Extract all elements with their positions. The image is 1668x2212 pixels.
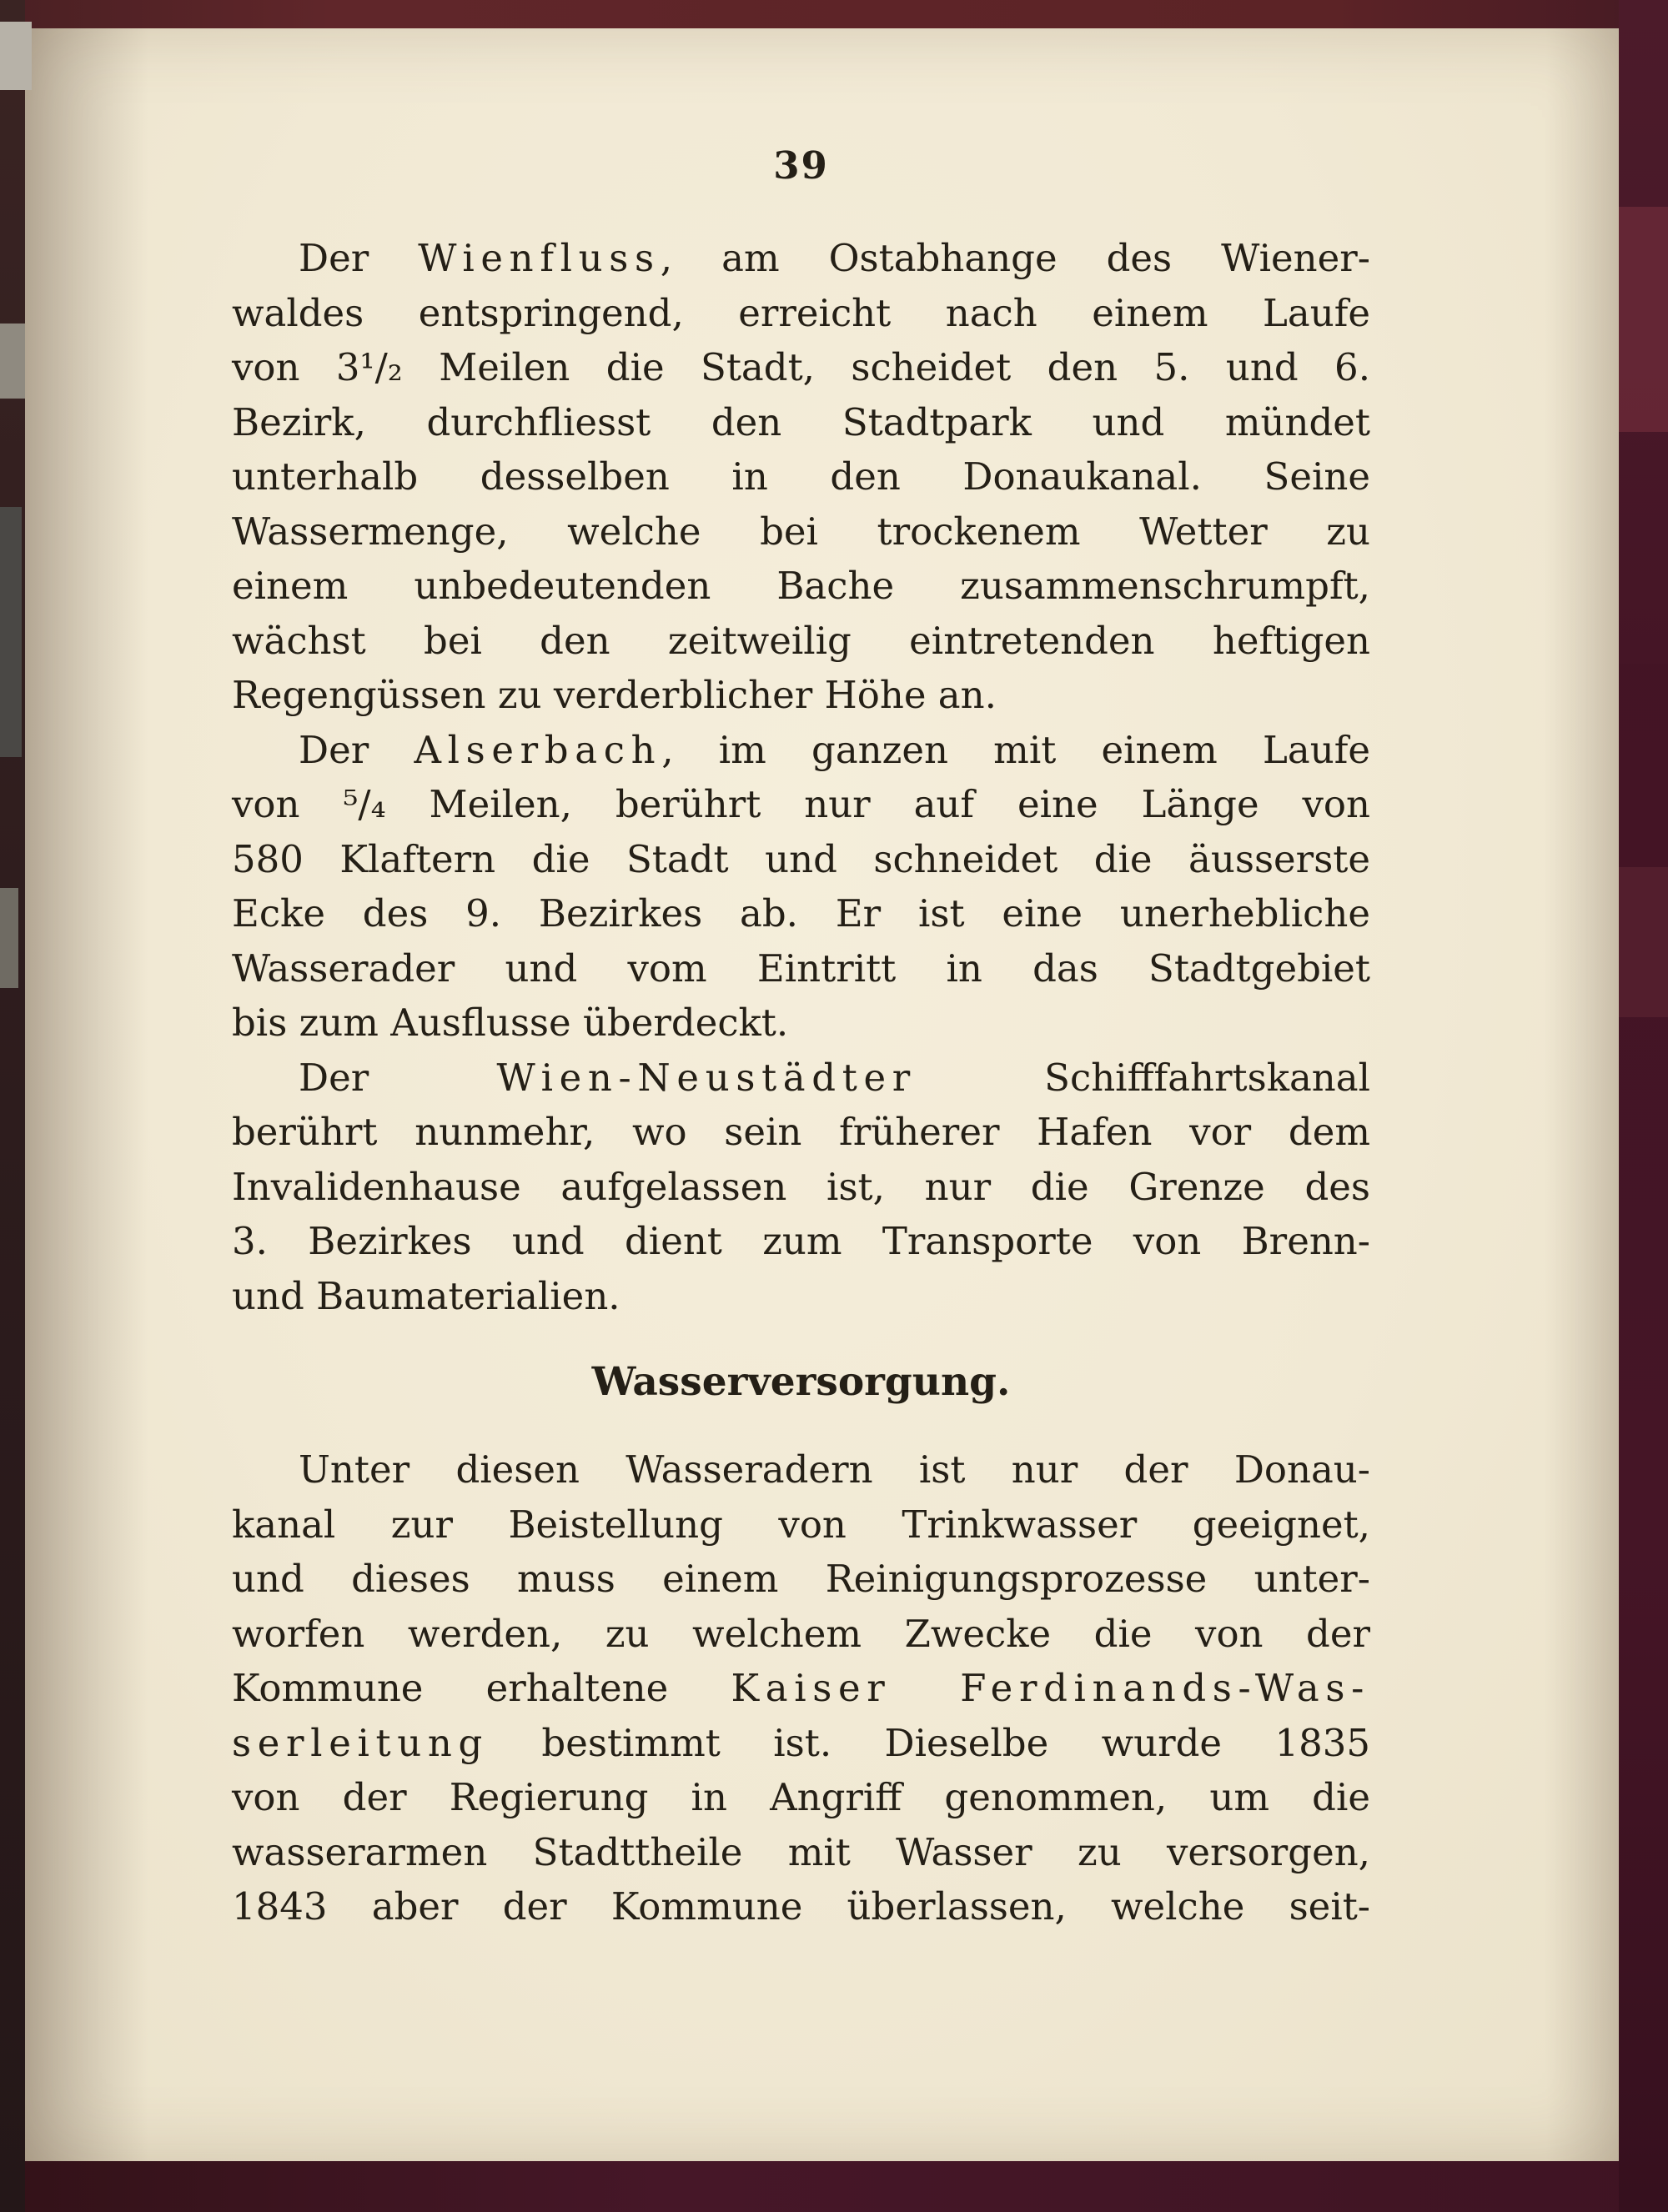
body-text: Wassermenge, welche bei trockenem Wetter zu bbox=[232, 509, 1370, 554]
binding-tape-patch bbox=[0, 507, 22, 757]
body-text: , im ganzen mit einem Laufe bbox=[661, 727, 1370, 772]
page-content bbox=[232, 231, 1370, 1934]
body-text: kanal zur Beistellung von Trinkwasser geeignet, bbox=[232, 1502, 1370, 1547]
text-line bbox=[232, 1879, 1370, 1934]
text-line bbox=[232, 340, 1370, 395]
text-line bbox=[232, 1214, 1370, 1269]
body-text: von ⁵/₄ Meilen, berührt nur auf eine Länge von bbox=[232, 782, 1370, 826]
paragraph bbox=[232, 723, 1370, 1051]
body-text: und Baumaterialien. bbox=[232, 1273, 620, 1318]
body-text: Kommune erhaltene bbox=[232, 1666, 731, 1710]
text-line bbox=[232, 1607, 1370, 1662]
text-line bbox=[232, 996, 1370, 1051]
text-line bbox=[232, 1105, 1370, 1160]
binding-tape-patch bbox=[0, 22, 32, 90]
text-line bbox=[232, 1552, 1370, 1607]
text-line bbox=[232, 504, 1370, 559]
text-line bbox=[232, 1269, 1370, 1324]
emphasized-text: serleitung bbox=[232, 1720, 490, 1765]
text-line bbox=[232, 1497, 1370, 1552]
body-text: 1843 aber der Kommune überlassen, welche seit- bbox=[232, 1884, 1370, 1929]
text-line bbox=[232, 1160, 1370, 1215]
body-text: unterhalb desselben in den Donaukanal. Seine bbox=[232, 454, 1370, 499]
body-text: Bezirk, durchfliesst den Stadtpark und mündet bbox=[232, 399, 1370, 444]
binding-tape-patch bbox=[0, 324, 25, 399]
body-text: worfen werden, zu welchem Zwecke die von der bbox=[232, 1611, 1370, 1656]
body-text: 580 Klaftern die Stadt und schneidet die äusserste bbox=[232, 836, 1370, 881]
text-line bbox=[232, 1661, 1370, 1716]
body-text: von der Regierung in Angriff genommen, um die bbox=[232, 1775, 1370, 1819]
body-text: berührt nunmehr, wo sein früherer Hafen vor dem bbox=[232, 1110, 1370, 1154]
section-heading: Wasserversorgung. bbox=[591, 1359, 1011, 1405]
binding-tape-patch bbox=[0, 888, 18, 988]
emphasized-text: Alserbach bbox=[414, 727, 662, 772]
text-line bbox=[232, 395, 1370, 450]
body-text: Schifffahrtskanal bbox=[916, 1055, 1370, 1100]
body-text: Invalidenhause aufgelassen ist, nur die Grenze des bbox=[232, 1164, 1370, 1209]
binding-edge-highlight bbox=[1619, 867, 1668, 1017]
body-text: bis zum Ausflusse überdeckt. bbox=[232, 1001, 789, 1045]
body-text: Der bbox=[299, 727, 414, 772]
emphasized-text: Wienfluss bbox=[418, 236, 661, 280]
text-line bbox=[232, 231, 1370, 286]
text-line bbox=[232, 777, 1370, 832]
page-number: 39 bbox=[773, 143, 829, 188]
body-text: von 3¹/₂ Meilen die Stadt, scheidet den 5. und 6. bbox=[232, 345, 1370, 389]
binding-edge-highlight bbox=[1619, 207, 1668, 432]
body-text: , am Ostabhange des Wiener- bbox=[660, 236, 1370, 280]
binding-edge-top bbox=[0, 0, 1668, 28]
body-text: Ecke des 9. Bezirkes ab. Er ist eine unerhebliche bbox=[232, 891, 1370, 935]
page-text bbox=[232, 143, 1370, 1934]
binding-edge-bottom bbox=[0, 2161, 1668, 2212]
text-line bbox=[232, 614, 1370, 669]
text-line bbox=[232, 941, 1370, 996]
body-text: einem unbedeutenden Bache zusammenschrumpft, bbox=[232, 564, 1370, 608]
paragraph bbox=[232, 1051, 1370, 1324]
body-text: und dieses muss einem Reinigungsprozesse unter- bbox=[232, 1557, 1370, 1601]
text-line bbox=[232, 668, 1370, 723]
text-line bbox=[232, 1442, 1370, 1497]
text-line bbox=[232, 723, 1370, 778]
text-line bbox=[232, 1716, 1370, 1771]
text-line bbox=[232, 559, 1370, 614]
text-line bbox=[232, 1825, 1370, 1880]
text-line bbox=[232, 286, 1370, 341]
body-text: Regengüssen zu verderblicher Höhe an. bbox=[232, 673, 997, 717]
body-text: wächst bei den zeitweilig eintretenden heftigen bbox=[232, 618, 1370, 663]
text-line bbox=[232, 886, 1370, 941]
body-text: 3. Bezirkes und dient zum Transporte von Brenn- bbox=[232, 1219, 1370, 1263]
text-line bbox=[232, 449, 1370, 504]
body-text: Der bbox=[299, 236, 419, 280]
body-text: Der bbox=[299, 1055, 497, 1100]
body-text: Wasserader und vom Eintritt in das Stadtgebiet bbox=[232, 945, 1370, 991]
emphasized-text: Wien-Neustädter bbox=[496, 1055, 917, 1100]
emphasized-text: Kaiser Ferdinands-Was- bbox=[731, 1666, 1371, 1710]
text-line bbox=[232, 1770, 1370, 1825]
text-line bbox=[232, 832, 1370, 887]
body-text: bestimmt ist. Dieselbe wurde 1835 bbox=[489, 1720, 1370, 1765]
paragraph bbox=[232, 231, 1370, 723]
body-text: waldes entspringend, erreicht nach einem Laufe bbox=[232, 290, 1370, 335]
body-text: Unter diesen Wasseradern ist nur der Donau- bbox=[299, 1447, 1370, 1492]
paragraph bbox=[232, 1442, 1370, 1934]
body-text: wasserarmen Stadttheile mit Wasser zu versorgen, bbox=[232, 1829, 1370, 1874]
text-line bbox=[232, 1051, 1370, 1106]
